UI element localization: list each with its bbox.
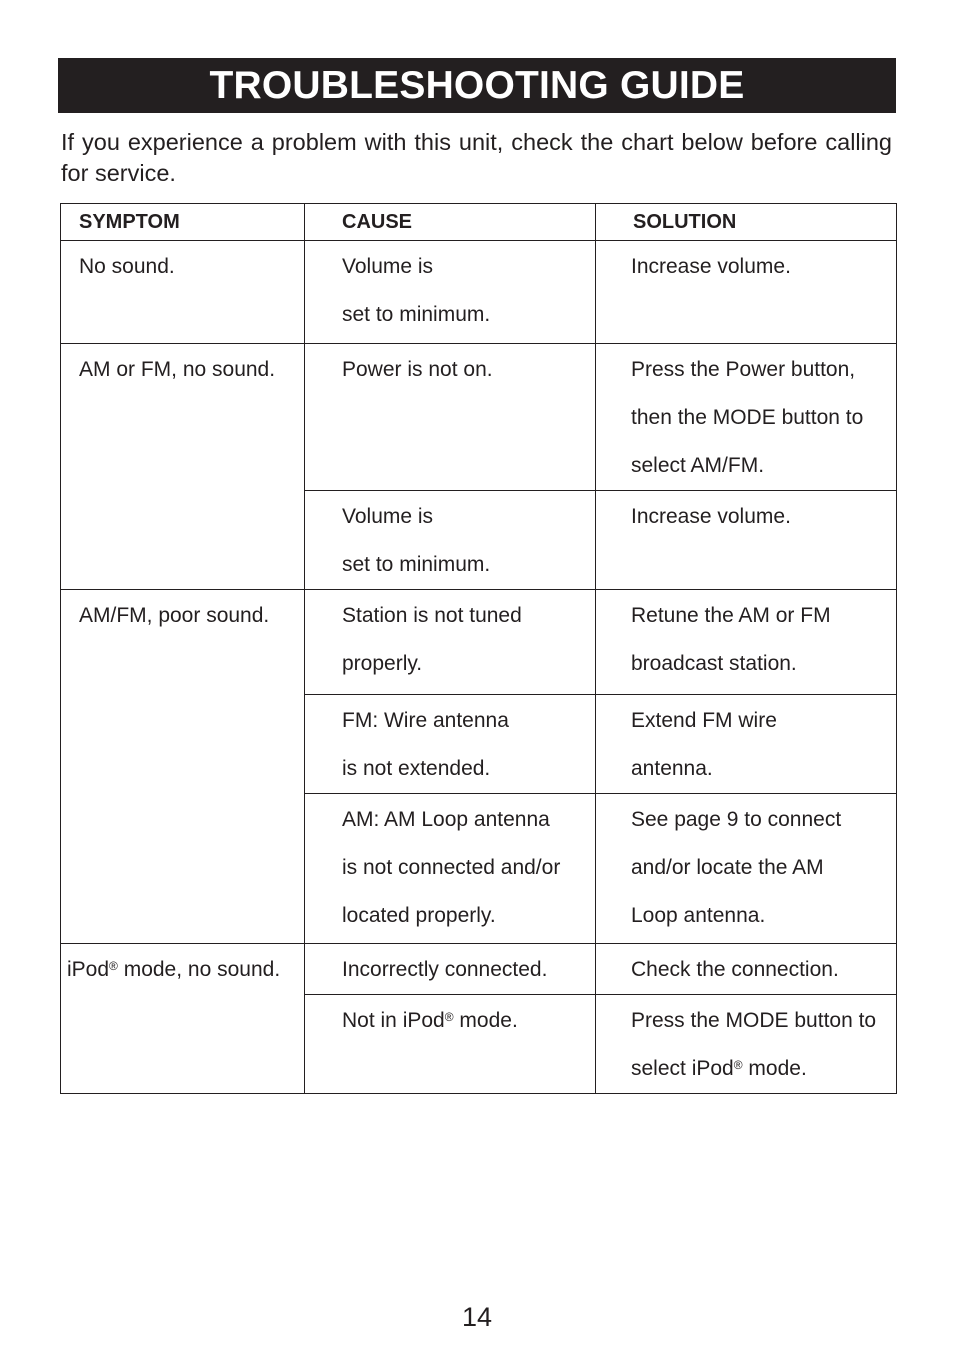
cause-line: Power is not on. (342, 358, 493, 381)
cause-line: Station is not tuned (342, 604, 522, 627)
cause-ipod: Not in iPod (342, 1009, 445, 1032)
solution-line: Check the connection. (631, 958, 839, 981)
solution-cell (596, 944, 897, 995)
solution-rest: mode. (742, 1057, 807, 1080)
solution-line: and/or locate the AM (631, 856, 824, 879)
symptom-cell (61, 944, 305, 1094)
cause-line: FM: Wire antenna (342, 709, 509, 732)
cause-line: Volume is (342, 255, 434, 278)
solution-cell (596, 794, 897, 944)
solution-line: Retune the AM or FM (631, 604, 831, 627)
table-row (61, 944, 897, 995)
symptom-text (67, 946, 304, 994)
symptom-cell (61, 241, 305, 344)
cause-line: AM: AM Loop antenna (342, 808, 550, 831)
cause-cell (305, 995, 596, 1094)
cause-cell (305, 794, 596, 944)
symptom-ipod: iPod (67, 958, 110, 981)
solution-line: broadcast station. (631, 652, 797, 675)
table-row (61, 241, 897, 344)
cause-line: properly. (342, 652, 423, 675)
cause-rest: mode. (453, 1009, 518, 1032)
troubleshooting-table (60, 203, 897, 1094)
page-number: 14 (461, 1302, 493, 1332)
solution-line: See page 9 to connect (631, 808, 842, 831)
solution-cell (596, 344, 897, 491)
header-symptom: SYMPTOM (61, 204, 305, 241)
header-solution: SOLUTION (596, 204, 897, 241)
symptom-cell (61, 344, 305, 590)
registered-mark: ® (109, 959, 118, 973)
solution-cell (596, 695, 897, 794)
cause-line (342, 997, 595, 1045)
page-title: TROUBLESHOOTING GUIDE (58, 58, 896, 113)
registered-mark: ® (444, 1010, 454, 1024)
cause-cell (305, 491, 596, 590)
symptom-text: AM or FM, no sound. (79, 358, 276, 381)
symptom-cell (61, 590, 305, 944)
header-cause: CAUSE (305, 204, 596, 241)
table-row (61, 344, 897, 491)
cause-cell (305, 590, 596, 695)
cause-line: located properly. (342, 904, 496, 927)
cause-cell (305, 944, 596, 995)
solution-line: Increase volume. (631, 255, 791, 278)
solution-line: antenna. (631, 757, 713, 780)
cause-line: Incorrectly connected. (342, 958, 548, 981)
solution-line: Increase volume. (631, 505, 791, 528)
solution-line (631, 1045, 896, 1093)
solution-ipod: select iPod (631, 1057, 734, 1080)
cause-line: set to minimum. (342, 553, 491, 576)
cause-cell (305, 241, 596, 344)
cause-line: is not connected and/or (342, 856, 561, 879)
solution-cell (596, 995, 897, 1094)
cause-cell (305, 695, 596, 794)
solution-cell (596, 241, 897, 344)
cause-line: set to minimum. (342, 303, 491, 326)
solution-line: Loop antenna. (631, 904, 766, 927)
solution-line: Extend FM wire (631, 709, 777, 732)
solution-cell (596, 590, 897, 695)
intro-paragraph: If you experience a problem with this unit, check the chart below before calling for service. (61, 129, 892, 186)
table-header-row (61, 204, 897, 241)
cause-line: is not extended. (342, 757, 491, 780)
cause-line: Volume is (342, 505, 434, 528)
solution-line: Press the Power button, (631, 358, 856, 381)
solution-line: Press the MODE button to (631, 1009, 877, 1032)
symptom-text: AM/FM, poor sound. (79, 604, 270, 627)
solution-cell (596, 491, 897, 590)
symptom-rest: mode, no sound. (117, 958, 281, 981)
table-row (61, 590, 897, 695)
solution-line: select AM/FM. (631, 454, 765, 477)
cause-cell (305, 344, 596, 491)
symptom-text: No sound. (79, 255, 175, 278)
registered-mark: ® (733, 1058, 743, 1072)
solution-line: then the MODE button to (631, 406, 864, 429)
